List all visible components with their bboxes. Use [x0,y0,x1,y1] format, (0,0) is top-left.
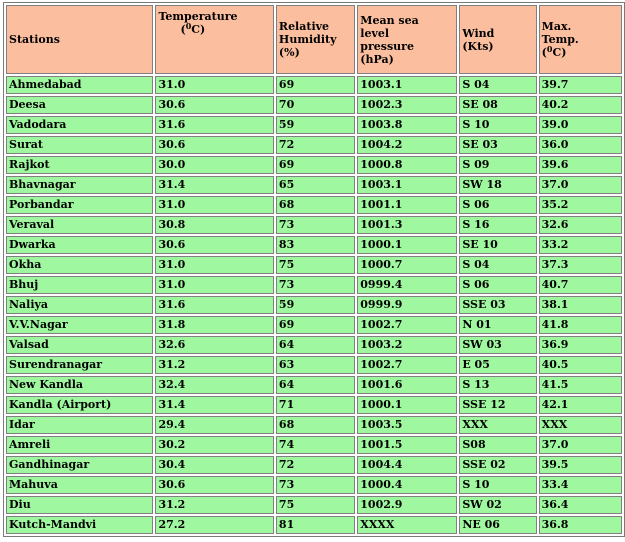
cell-wind: SE 03 [459,136,536,154]
cell-temperature: 31.2 [155,356,273,374]
cell-pressure: 1003.1 [357,76,457,94]
cell-max-temp: 39.5 [539,456,622,474]
cell-max-temp: 39.6 [539,156,622,174]
table-header [6,5,622,74]
cell-station: Kandla (Airport) [6,396,153,414]
cell-temperature: 30.8 [155,216,273,234]
cell-wind: S 13 [459,376,536,394]
table-row [6,176,622,194]
table-row [6,96,622,114]
cell-temperature: 30.4 [155,456,273,474]
cell-humidity: 59 [276,116,355,134]
cell-temperature: 31.0 [155,76,273,94]
cell-station: Mahuva [6,476,153,494]
cell-wind: SW 18 [459,176,536,194]
table-row [6,136,622,154]
weather-table [3,2,625,537]
table-row [6,296,622,314]
cell-wind: SSE 02 [459,456,536,474]
cell-humidity: 73 [276,476,355,494]
cell-pressure: 1001.1 [357,196,457,214]
cell-wind: SW 03 [459,336,536,354]
cell-station: Surendranagar [6,356,153,374]
header-wind-line1: Wind [462,26,495,40]
header-max-temp [539,5,622,74]
table-row [6,156,622,174]
table-row [6,476,622,494]
cell-humidity: 72 [276,136,355,154]
header-humidity-line1: Relative [278,20,330,33]
table-row [6,356,622,374]
cell-max-temp: 40.2 [539,96,622,114]
table-row [6,456,622,474]
cell-max-temp: 36.8 [539,516,622,534]
cell-temperature: 30.2 [155,436,273,454]
cell-temperature: 31.6 [155,116,273,134]
cell-pressure: 1000.1 [357,236,457,254]
cell-wind: S 09 [459,156,536,174]
cell-max-temp: 41.5 [539,376,622,394]
temperature-unit-degree: 0 [185,21,192,31]
table-row [6,416,622,434]
cell-temperature: 31.8 [155,316,273,334]
cell-humidity: 83 [276,236,355,254]
cell-max-temp: 33.4 [539,476,622,494]
cell-temperature: 31.6 [155,296,273,314]
cell-wind: S 04 [459,256,536,274]
cell-wind: E 05 [459,356,536,374]
cell-temperature: 30.6 [155,136,273,154]
cell-pressure: XXXX [357,516,457,534]
header-row [6,5,622,74]
cell-wind: S 06 [459,276,536,294]
cell-pressure: 1002.9 [357,496,457,514]
cell-temperature: 32.4 [155,376,273,394]
table-row [6,216,622,234]
cell-station: Porbandar [6,196,153,214]
max-temp-unit-open: ( [541,46,547,59]
cell-station: Valsad [6,336,153,354]
cell-station: Dwarka [6,236,153,254]
cell-pressure: 1001.5 [357,436,457,454]
table-row [6,496,622,514]
cell-wind: S 06 [459,196,536,214]
cell-temperature: 31.4 [155,396,273,414]
max-temp-unit-degree: 0 [546,44,553,54]
cell-pressure: 1003.5 [357,416,457,434]
cell-humidity: 74 [276,436,355,454]
table-row [6,376,622,394]
cell-pressure: 1003.2 [357,336,457,354]
cell-station: Okha [6,256,153,274]
cell-max-temp: 39.0 [539,116,622,134]
cell-pressure: 1000.1 [357,396,457,414]
cell-max-temp: 39.7 [539,76,622,94]
cell-humidity: 71 [276,396,355,414]
cell-max-temp: 37.0 [539,436,622,454]
table-row [6,316,622,334]
cell-max-temp: 41.8 [539,316,622,334]
cell-station: Amreli [6,436,153,454]
cell-station: Naliya [6,296,153,314]
temperature-unit-open: ( [180,23,186,36]
header-max-temp-line1: Max. [541,20,572,33]
cell-max-temp: 40.7 [539,276,622,294]
cell-humidity: 68 [276,416,355,434]
cell-pressure: 1002.3 [357,96,457,114]
cell-pressure: 1000.7 [357,256,457,274]
cell-temperature: 30.0 [155,156,273,174]
header-temperature-unit [158,23,270,36]
header-max-temp-line2: Temp. [541,33,579,46]
cell-max-temp: 40.5 [539,356,622,374]
cell-wind: XXX [459,416,536,434]
cell-wind: NE 06 [459,516,536,534]
cell-temperature: 31.2 [155,496,273,514]
cell-temperature: 27.2 [155,516,273,534]
table-row [6,436,622,454]
table-row [6,196,622,214]
cell-pressure: 1003.8 [357,116,457,134]
cell-temperature: 31.4 [155,176,273,194]
header-humidity [276,5,355,74]
cell-station: Idar [6,416,153,434]
header-pressure-line1: Mean sea [360,13,419,27]
cell-humidity: 69 [276,316,355,334]
cell-wind: S08 [459,436,536,454]
header-wind-line2: (Kts) [462,39,494,53]
cell-station: Rajkot [6,156,153,174]
cell-humidity: 64 [276,336,355,354]
cell-max-temp: 37.3 [539,256,622,274]
cell-station: Bhuj [6,276,153,294]
weather-table-container [3,2,625,537]
header-stations [6,5,153,74]
header-pressure-line2: level [360,26,390,40]
cell-pressure: 1002.7 [357,356,457,374]
cell-station: Deesa [6,96,153,114]
cell-humidity: 68 [276,196,355,214]
table-row [6,116,622,134]
cell-wind: S 10 [459,116,536,134]
cell-station: V.V.Nagar [6,316,153,334]
cell-max-temp: 36.9 [539,336,622,354]
cell-humidity: 73 [276,276,355,294]
header-temperature [155,5,273,74]
cell-pressure: 0999.9 [357,296,457,314]
cell-pressure: 1003.1 [357,176,457,194]
cell-humidity: 72 [276,456,355,474]
table-row [6,516,622,534]
cell-wind: S 10 [459,476,536,494]
cell-max-temp: 35.2 [539,196,622,214]
cell-station: Surat [6,136,153,154]
table-body [6,76,622,534]
header-wind [459,5,536,74]
cell-temperature: 30.6 [155,476,273,494]
cell-wind: SSE 12 [459,396,536,414]
cell-station: Veraval [6,216,153,234]
cell-max-temp: 33.2 [539,236,622,254]
cell-humidity: 65 [276,176,355,194]
header-pressure-line4: (hPa) [360,52,394,66]
table-row [6,76,622,94]
cell-humidity: 69 [276,76,355,94]
cell-pressure: 0999.4 [357,276,457,294]
cell-max-temp: 38.1 [539,296,622,314]
cell-station: Kutch-Mandvi [6,516,153,534]
cell-station: Bhavnagar [6,176,153,194]
cell-pressure: 1004.2 [357,136,457,154]
header-pressure [357,5,457,74]
cell-humidity: 64 [276,376,355,394]
cell-temperature: 32.6 [155,336,273,354]
cell-pressure: 1001.6 [357,376,457,394]
header-pressure-line3: pressure [360,39,414,53]
cell-station: Ahmedabad [6,76,153,94]
header-stations-label: Stations [9,33,60,46]
cell-pressure: 1000.4 [357,476,457,494]
header-temperature-label: Temperature [158,10,238,23]
cell-humidity: 81 [276,516,355,534]
table-row [6,396,622,414]
cell-max-temp: 37.0 [539,176,622,194]
cell-humidity: 69 [276,156,355,174]
cell-temperature: 31.0 [155,276,273,294]
cell-temperature: 29.4 [155,416,273,434]
cell-max-temp: 42.1 [539,396,622,414]
cell-humidity: 70 [276,96,355,114]
cell-max-temp: 32.6 [539,216,622,234]
cell-humidity: 59 [276,296,355,314]
cell-humidity: 75 [276,496,355,514]
table-row [6,256,622,274]
cell-temperature: 31.0 [155,256,273,274]
table-row [6,336,622,354]
table-row [6,236,622,254]
cell-wind: S 04 [459,76,536,94]
cell-wind: SE 10 [459,236,536,254]
cell-max-temp: XXX [539,416,622,434]
cell-humidity: 73 [276,216,355,234]
cell-pressure: 1001.3 [357,216,457,234]
cell-pressure: 1002.7 [357,316,457,334]
cell-temperature: 31.0 [155,196,273,214]
cell-max-temp: 36.0 [539,136,622,154]
cell-pressure: 1004.4 [357,456,457,474]
cell-wind: SE 08 [459,96,536,114]
temperature-unit-close: C) [191,23,206,36]
max-temp-unit-close: C) [552,46,567,59]
cell-pressure: 1000.8 [357,156,457,174]
cell-station: New Kandla [6,376,153,394]
cell-humidity: 63 [276,356,355,374]
cell-temperature: 30.6 [155,96,273,114]
cell-max-temp: 36.4 [539,496,622,514]
header-humidity-line3: (%) [278,46,300,59]
cell-wind: N 01 [459,316,536,334]
cell-station: Diu [6,496,153,514]
header-max-temp-unit [542,46,619,59]
cell-station: Gandhinagar [6,456,153,474]
cell-humidity: 75 [276,256,355,274]
header-humidity-line2: Humidity [278,33,337,46]
cell-wind: SSE 03 [459,296,536,314]
table-row [6,276,622,294]
cell-temperature: 30.6 [155,236,273,254]
cell-wind: SW 02 [459,496,536,514]
cell-wind: S 16 [459,216,536,234]
cell-station: Vadodara [6,116,153,134]
